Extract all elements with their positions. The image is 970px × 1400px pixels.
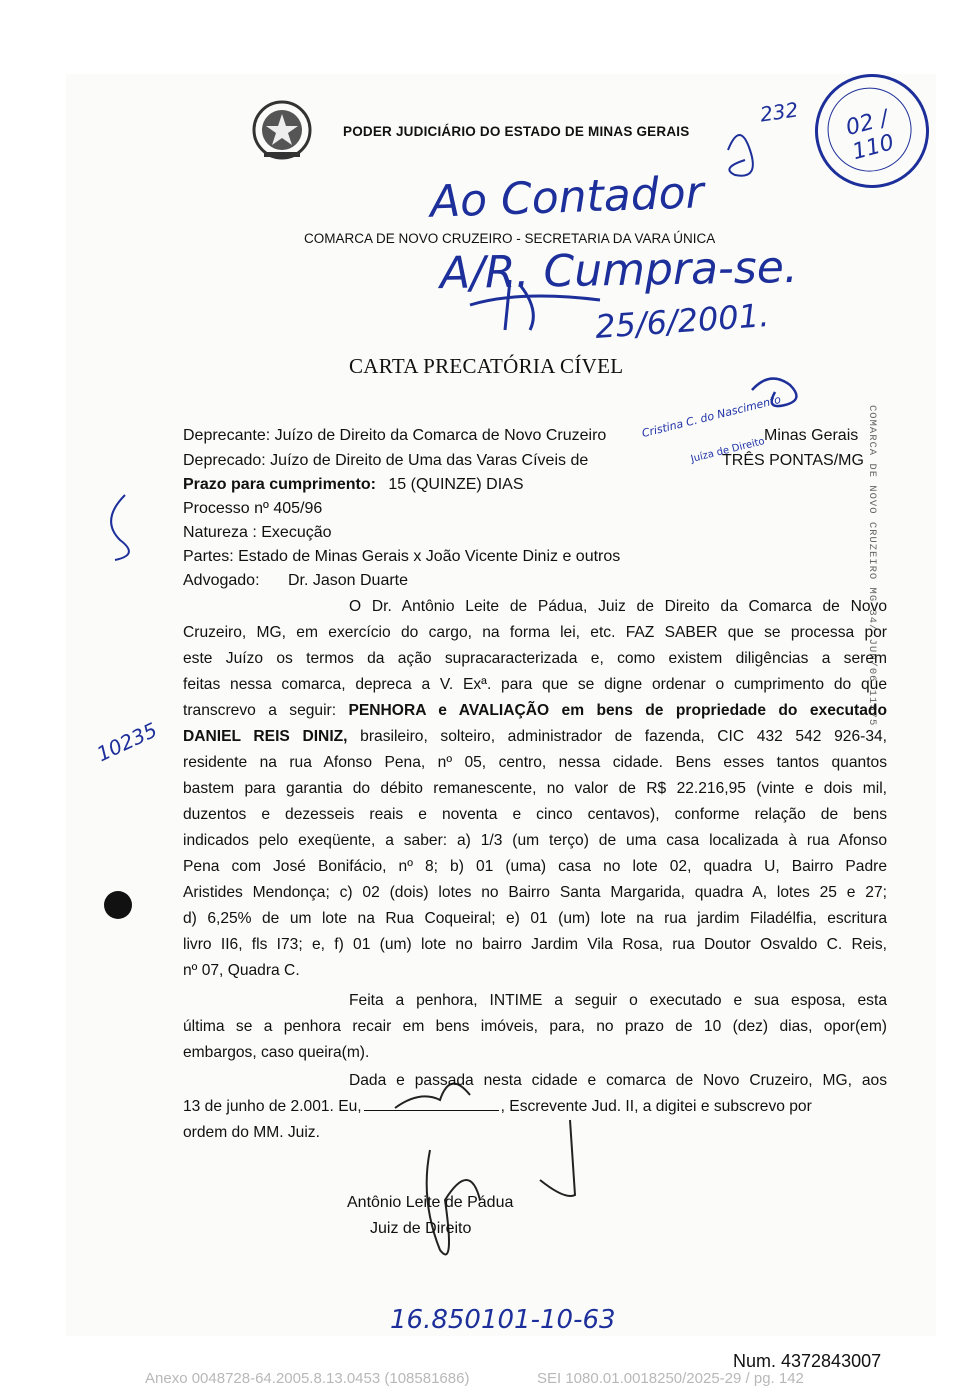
sei-reference: SEI 1080.01.0018250/2025-29 / pg. 142	[537, 1370, 804, 1387]
handwritten-bottom-number: 16.850101-10-63	[390, 1305, 616, 1335]
body-line: Cruzeiro, MG, em exercício do cargo, na forma lei, etc. FAZ SABER que se processa por	[183, 624, 887, 641]
vertical-protocol-stamp: COMARCA DE NOVO CRUZEIRO MG 34/ JUN/06 11575	[866, 405, 878, 727]
signer-role: Juiz de Direito	[370, 1220, 472, 1237]
body-line: transcrevo a seguir: PENHORA e AVALIAÇÃO em bens de propriedade do executado	[183, 702, 887, 719]
initials-stroke	[470, 280, 600, 330]
body-line: residente na rua Afonso Pena, nº 05, centro, nessa cidade. Bens esses tantos quantos	[183, 754, 887, 771]
prazo-label: Prazo para cumprimento:	[183, 476, 376, 493]
advogado-value: Dr. Jason Duarte	[287, 572, 409, 589]
body-line: indicados pelo exeqüente, a saber: a) 1/3 (um terço) de uma casa localizada à rua Afonso	[183, 832, 887, 849]
body-line: livro II6, fls I73; e, f) 01 (um) lote no bairro Jardim Vila Rosa, rua Doutor Osvaldo C. Reis,	[183, 936, 887, 953]
body-line: Dada e passada nesta cidade e comarca de Novo Cruzeiro, MG, aos	[349, 1072, 887, 1089]
body-line: duzentos e dezesseis reais e noventa e cinco centavos), conforme relação de bens	[183, 806, 887, 823]
deprecado-line	[183, 452, 588, 470]
processo-number: Processo nº 405/96	[183, 500, 323, 517]
body-line: última se a penhora recair em bens imóveis, para, no prazo de 10 (dez) dias, opor(em)	[183, 1018, 887, 1035]
margin-bracket-stroke	[111, 495, 129, 560]
body-line: feitas nessa comarca, depreca a V. Exª. para que se digne ordenar o cumprimento do que	[183, 676, 887, 693]
body-line: Feita a penhora, INTIME a seguir o executado e sua esposa, esta	[349, 992, 887, 1009]
annex-reference: Anexo 0048728-64.2005.8.13.0453 (108581686)	[145, 1370, 470, 1387]
prazo-line	[183, 476, 524, 494]
deprecante-line	[183, 427, 606, 445]
partes: Partes: Estado de Minas Gerais x João Vicente Diniz e outros	[183, 548, 621, 565]
body-line: ordem do MM. Juiz.	[183, 1124, 320, 1141]
handwritten-margin-number: 10235	[92, 717, 161, 767]
document-number: Num. 4372843007	[733, 1351, 882, 1371]
deprecante-state: Minas Gerais	[764, 427, 859, 444]
advogado-label: Advogado:	[183, 572, 260, 589]
court-name: PODER JUDICIÁRIO DO ESTADO DE MINAS GERAIS	[343, 124, 690, 139]
ink-blot	[104, 891, 132, 919]
advogado-line	[183, 572, 408, 590]
signature-stamp-role: Juíza de Direito	[689, 436, 766, 465]
handwritten-date: 25/6/2001.	[593, 295, 771, 347]
body-line: 13 de junho de 2.001. Eu, , Escrevente Jud. II, a digitei e subscrevo por	[183, 1098, 812, 1115]
natureza: Natureza : Execução	[183, 524, 332, 541]
body-line: este Juízo os termos da ação supracaracterizada e, como existem diligências a serem	[183, 650, 887, 667]
deprecado-label: Deprecado:	[183, 452, 266, 469]
deprecado-city: TRÊS PONTAS/MG	[722, 452, 864, 469]
stamp-number: 02 / 110	[843, 105, 897, 166]
handwritten-note: Ao Contador	[429, 167, 705, 228]
prazo-value: 15 (QUINZE) DIAS	[388, 476, 524, 493]
body-line: bastem para garantia do débito remanescente, no valor de R$ 22.216,95 (vinte e dois mil,	[183, 780, 887, 797]
deprecante-value: Juízo de Direito da Comarca de Novo Cruzeiro	[274, 427, 607, 444]
body-line: O Dr. Antônio Leite de Pádua, Juiz de Direito da Comarca de Novo	[349, 598, 887, 615]
document-title: CARTA PRECATÓRIA CÍVEL	[349, 354, 624, 378]
paraph-stroke	[728, 135, 753, 176]
body-line: nº 07, Quadra C.	[183, 962, 300, 979]
body-line: DANIEL REIS DINIZ, brasileiro, solteiro, administrador de fazenda, CIC 432 542 926-34,	[183, 728, 887, 745]
body-line: embargos, caso queira(m).	[183, 1044, 370, 1061]
deprecante-label: Deprecante:	[183, 427, 271, 444]
body-line: Pena com José Bonifácio, nº 8; b) 01 (uma) casa no lote 02, quadra U, Bairro Padre	[183, 858, 887, 875]
handwritten-page-number: 232	[758, 97, 800, 127]
signature-stamp-name: Cristina C. do Nascimento	[640, 392, 783, 441]
body-line: Aristides Mendonça; c) 02 (dois) lotes no Bairro Santa Margarida, quadra A, lotes 25 e 27;	[183, 884, 887, 901]
deprecado-value: Juízo de Direito de Uma das Varas Cíveis de	[270, 452, 589, 469]
court-subheader: COMARCA DE NOVO CRUZEIRO - SECRETARIA DA VARA ÚNICA	[304, 231, 716, 246]
signer-name: Antônio Leite de Pádua	[347, 1194, 514, 1211]
body-line: d) 6,25% de um lote na Rua Coqueiral; e) 01 (um) lote na rua jardim Filadélfia, escritura	[183, 910, 887, 927]
handwritten-order: A/R. Cumpra-se.	[439, 241, 799, 300]
